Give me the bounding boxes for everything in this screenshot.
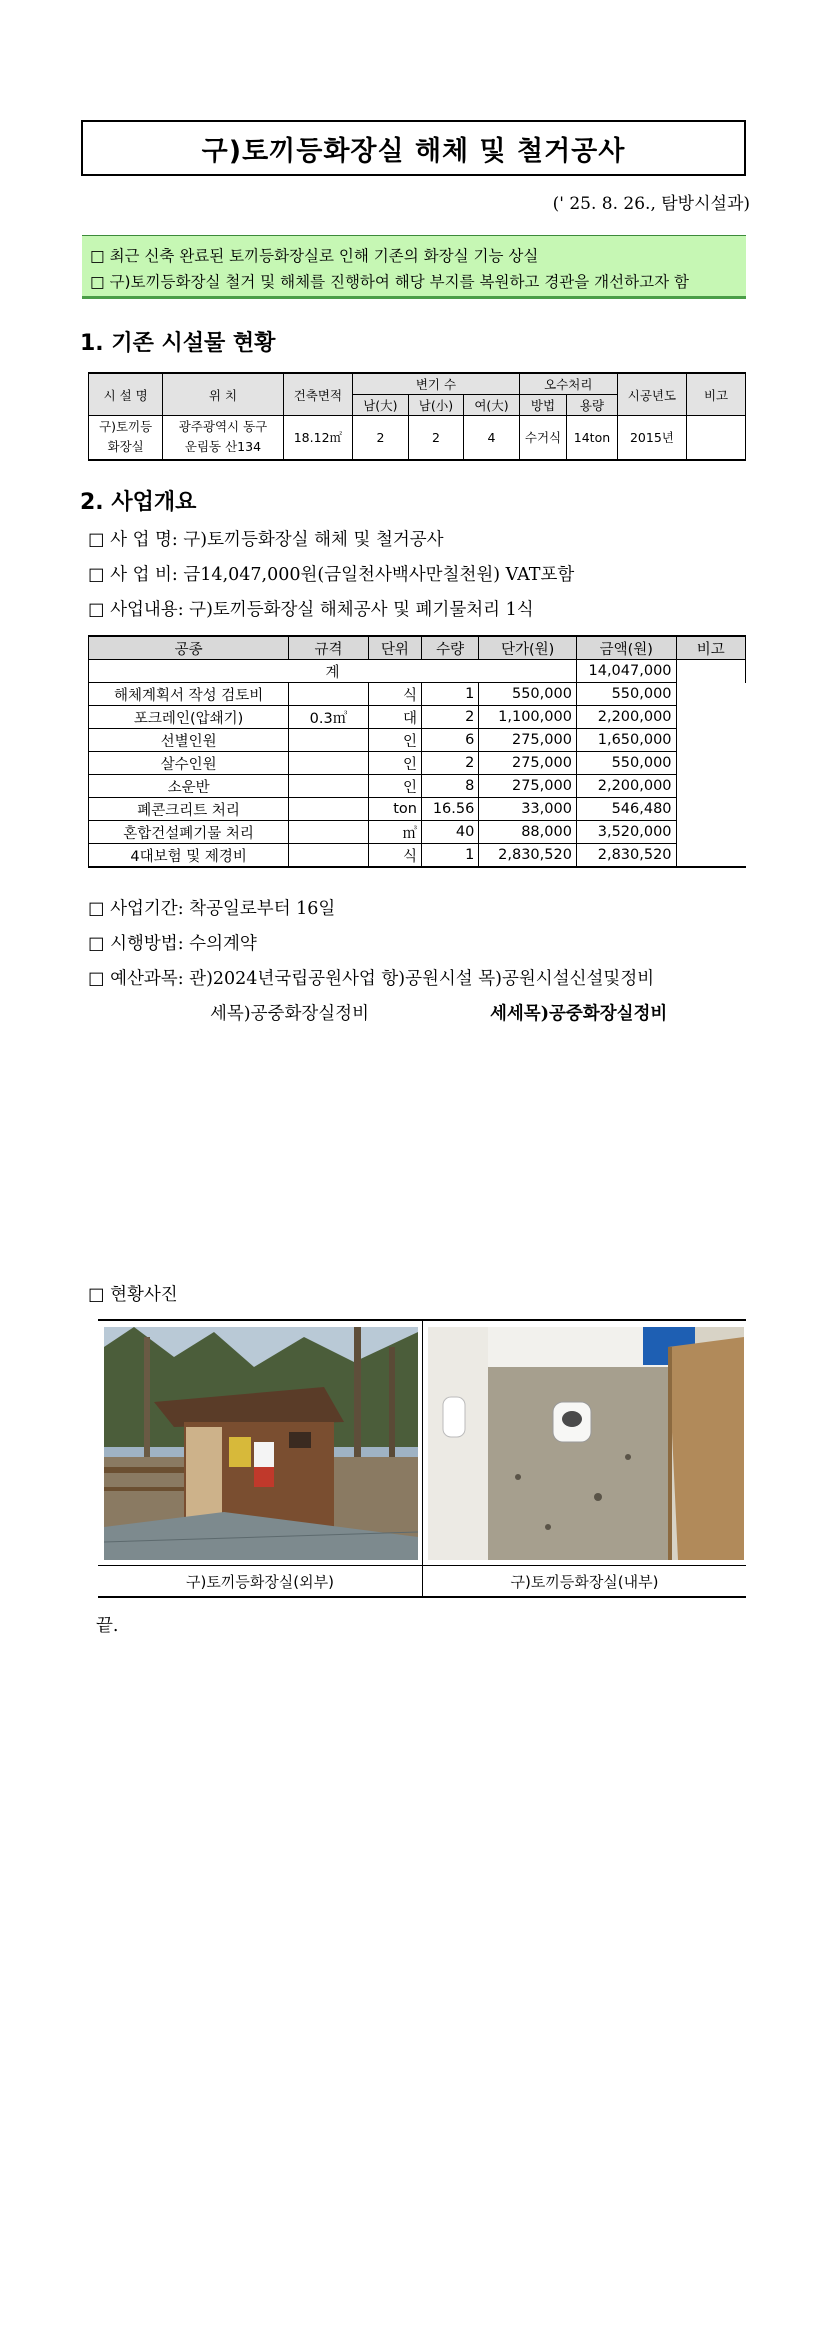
th-male-small: 남(小) [408,395,464,416]
cost-name: 살수인원 [89,752,289,775]
th-toilets: 변기 수 [353,373,520,395]
total-amount: 14,047,000 [576,660,676,683]
project-cost: □ 사 업 비: 금14,047,000원(금일천사백사만칠천원) VAT포함 [88,565,575,585]
th-work: 공종 [89,636,289,660]
document-date: (' 25. 8. 26., 탐방시설과) [552,194,750,214]
th-unit: 단위 [368,636,421,660]
cell-capacity: 14ton [567,416,618,460]
cost-row [89,821,746,844]
caption-exterior: 구)토끼등화장실(외부) [98,1565,422,1596]
cost-price: 2,830,520 [479,844,577,868]
cost-unit: 식 [368,844,421,868]
th-amount: 금액(원) [576,636,676,660]
cost-spec [289,683,368,706]
cost-price: 275,000 [479,752,577,775]
cost-row [89,844,746,868]
cost-row [89,752,746,775]
cost-unit: 식 [368,683,421,706]
cell-note [687,416,746,460]
cell-location: 광주광역시 동구 운림동 산134 [163,416,283,460]
cost-price: 33,000 [479,798,577,821]
cost-spec [289,729,368,752]
cost-qty: 2 [422,752,479,775]
cost-price: 88,000 [479,821,577,844]
cost-price: 550,000 [479,683,577,706]
caption-interior: 구)토끼등화장실(내부) [423,1565,746,1596]
cost-amount: 550,000 [576,683,676,706]
cost-amount: 546,480 [576,798,676,821]
summary-line-2: □ 구)토끼등화장실 철거 및 해체를 진행하여 해당 부지를 복원하고 경관을 개선하고자 함 [90,273,689,291]
cost-amount: 550,000 [576,752,676,775]
th-year: 시공년도 [617,373,686,416]
cost-name: 혼합건설폐기물 처리 [89,821,289,844]
cost-name: 폐콘크리트 처리 [89,798,289,821]
th-male-big: 남(大) [353,395,409,416]
cost-amount: 2,200,000 [576,775,676,798]
cost-qty: 40 [422,821,479,844]
cost-spec [289,798,368,821]
page-title: 구)토끼등화장실 해체 및 철거공사 [81,120,746,176]
th-spec: 규격 [289,636,368,660]
cost-row [89,775,746,798]
cell-male-big: 2 [353,416,409,460]
cost-unit: 대 [368,706,421,729]
cost-table [88,635,746,868]
cost-row [89,729,746,752]
execution-method: □ 시행방법: 수의계약 [88,934,257,954]
end-mark: 끝. [96,1616,119,1636]
th-location: 위 치 [163,373,283,416]
cost-amount: 2,200,000 [576,706,676,729]
cost-row [89,706,746,729]
cost-name: 소운반 [89,775,289,798]
th-unit-price: 단가(원) [479,636,577,660]
summary-line-1: □ 최근 신축 완료된 토끼등화장실로 인해 기존의 화장실 기능 상실 [90,247,539,265]
existing-facility-table [88,372,746,461]
cost-qty: 2 [422,706,479,729]
th-qty: 수량 [422,636,479,660]
cost-price: 275,000 [479,729,577,752]
th-method: 방법 [519,395,566,416]
budget-subsubitem: 세세목)공중화장실정비 [490,1004,668,1024]
cost-name: 해체계획서 작성 검토비 [89,683,289,706]
cost-unit: 인 [368,752,421,775]
project-content: □ 사업내용: 구)토끼등화장실 해체공사 및 폐기물처리 1식 [88,600,534,620]
cost-qty: 1 [422,844,479,868]
cost-qty: 1 [422,683,479,706]
cost-spec [289,775,368,798]
cost-amount: 2,830,520 [576,844,676,868]
project-name: □ 사 업 명: 구)토끼등화장실 해체 및 철거공사 [88,530,444,550]
cost-spec [289,821,368,844]
th-cost-note: 비고 [676,636,745,660]
interior-photo [428,1327,744,1560]
cost-price: 1,100,000 [479,706,577,729]
cost-amount: 3,520,000 [576,821,676,844]
cost-spec [289,844,368,868]
section-1-heading: 1. 기존 시설물 현황 [80,331,276,356]
cost-row [89,798,746,821]
cost-unit: 인 [368,729,421,752]
cost-row [89,683,746,706]
th-area: 건축면적 [283,373,353,416]
cost-unit: ㎥ [368,821,421,844]
cost-spec: 0.3㎥ [289,706,368,729]
cost-unit: 인 [368,775,421,798]
cell-area: 18.12㎡ [283,416,353,460]
photo-divider [422,1321,423,1596]
project-period: □ 사업기간: 착공일로부터 16일 [88,899,336,919]
cost-qty: 6 [422,729,479,752]
cost-price: 275,000 [479,775,577,798]
cost-unit: ton [368,798,421,821]
th-note: 비고 [687,373,746,416]
total-label: 계 [89,660,577,683]
cost-qty: 16.56 [422,798,479,821]
cost-spec [289,752,368,775]
cell-female-big: 4 [464,416,520,460]
photos-heading: □ 현황사진 [88,1285,178,1305]
th-facility: 시 설 명 [89,373,163,416]
budget-item: □ 예산과목: 관)2024년국립공원사업 항)공원시설 목)공원시설신설및정비 [88,969,655,989]
section-2-heading: 2. 사업개요 [80,490,197,515]
cost-amount: 1,650,000 [576,729,676,752]
budget-subitem: 세목)공중화장실정비 [210,1004,369,1024]
cost-name: 4대보험 및 제경비 [89,844,289,868]
cost-qty: 8 [422,775,479,798]
th-female-big: 여(大) [464,395,520,416]
th-capacity: 용량 [567,395,618,416]
cell-method: 수거식 [519,416,566,460]
summary-box [82,235,746,299]
cell-facility: 구)토끼등 화장실 [89,416,163,460]
cost-name: 선별인원 [89,729,289,752]
cell-year: 2015년 [617,416,686,460]
th-sewage: 오수처리 [519,373,617,395]
photo-table [98,1319,746,1598]
cost-name: 포크레인(압쇄기) [89,706,289,729]
exterior-photo [104,1327,418,1560]
cost-note-cell [676,660,745,683]
cell-male-small: 2 [408,416,464,460]
